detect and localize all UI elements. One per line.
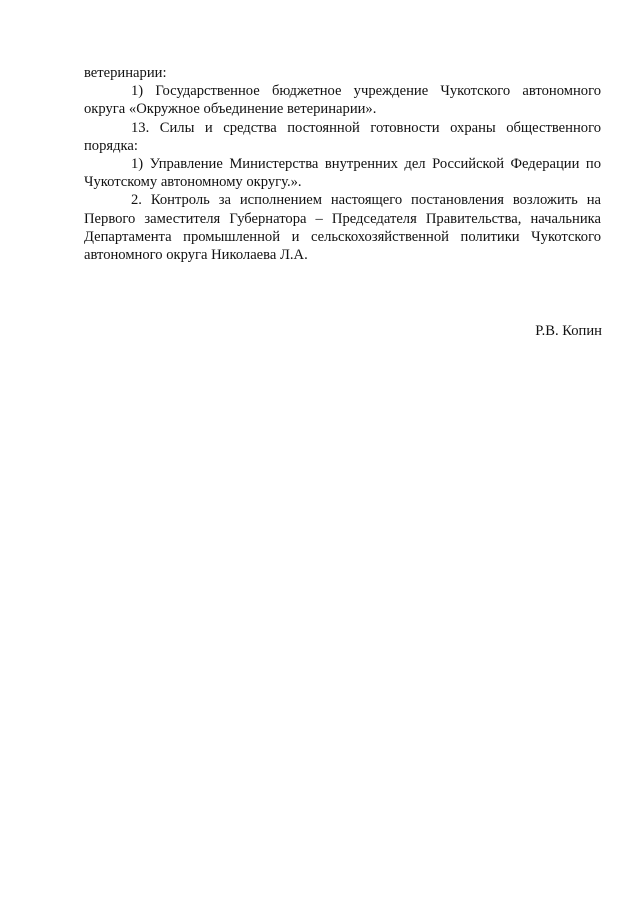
paragraph-control-clause: 2. Контроль за исполнением настоящего постановления возложить на Первого заместителя Губернатора – Председателя Правительства, начальника Департамента промышленной и сельскохозяйственной политики Чукотского автономного округа Николаева Л.А. [84,192,601,264]
document-body [84,64,601,264]
paragraph-section-13: 13. Силы и средства постоянной готовности охраны общественного порядка: [84,119,601,154]
signature-name: Р.В. Копин [535,323,602,339]
paragraph-item-veterinary-institution: 1) Государственное бюджетное учреждение Чукотского автономного округа «Окружное объединение ветеринарии». [84,83,601,118]
paragraph-continuation: ветеринарии: [84,65,167,81]
paragraph-item-interior-ministry: 1) Управление Министерства внутренних дел Российской Федерации по Чукотскому автономному округу.». [84,156,601,191]
